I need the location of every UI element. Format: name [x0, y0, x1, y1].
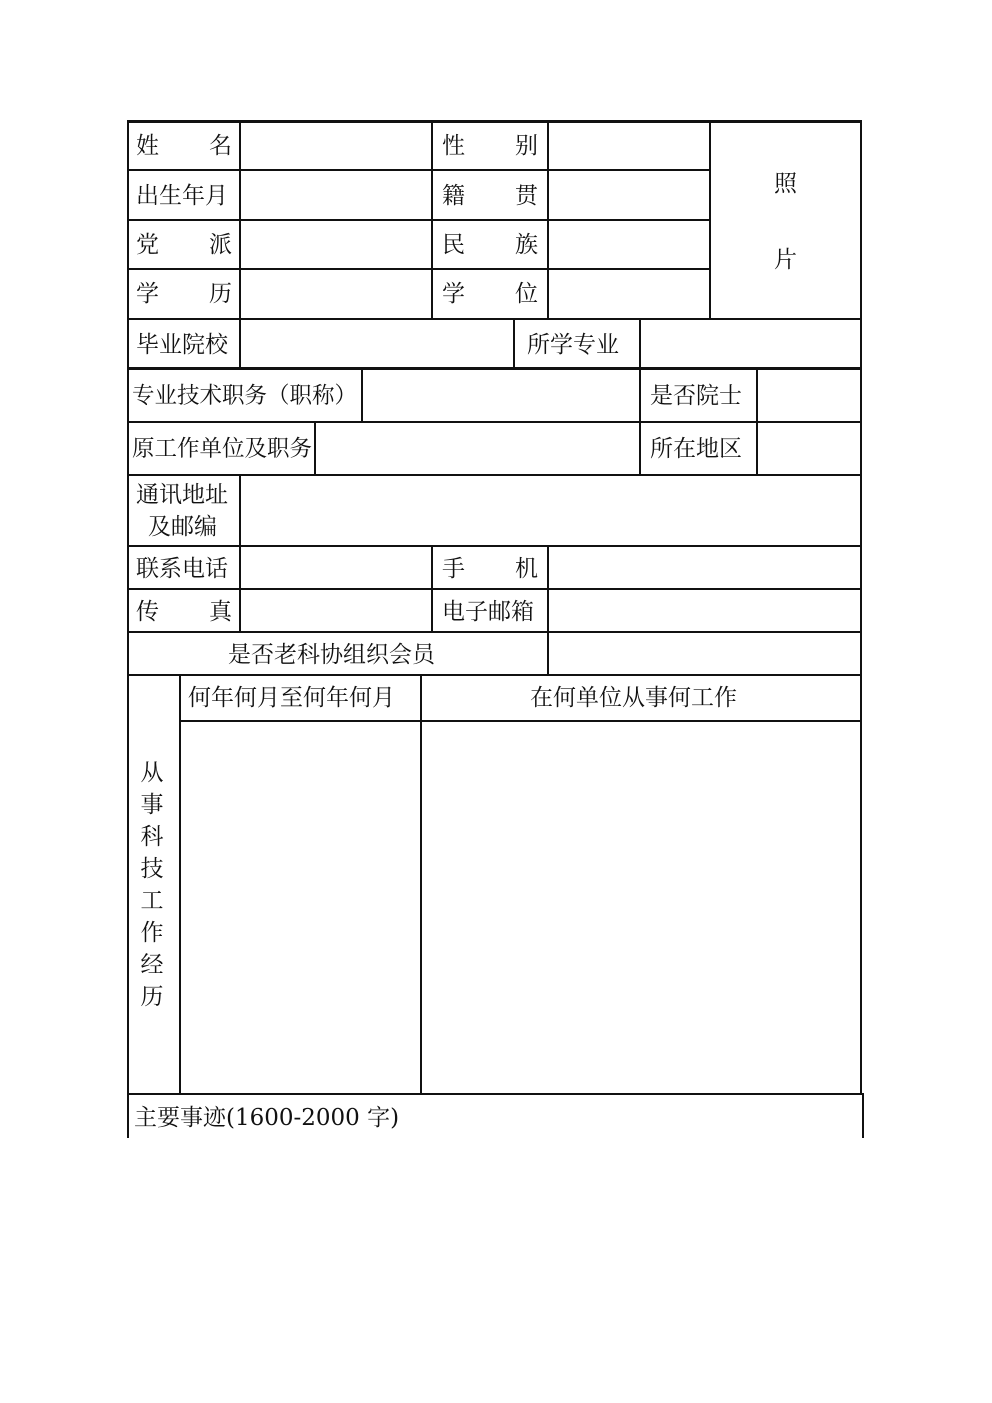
native-place-label-char-1: 籍 [442, 183, 465, 209]
degree-label [442, 279, 538, 309]
degree-field[interactable] [549, 270, 709, 318]
region-label: 所在地区 [650, 436, 742, 462]
experience-side-char-2: 事 [140, 792, 164, 818]
ethnicity-label-char-1: 民 [442, 232, 465, 258]
academician-label: 是否院士 [650, 383, 742, 409]
gender-label-char-2: 别 [515, 133, 538, 159]
academician-left-line [639, 367, 641, 476]
name-field[interactable] [241, 123, 431, 169]
title-label: 专业技术职务（职称） [132, 383, 358, 409]
mobile-label-char-1: 手 [442, 556, 465, 582]
row-line-11 [127, 674, 862, 676]
experience-side-char-7: 经 [140, 952, 164, 978]
form-border-right-lower [862, 1093, 864, 1138]
mobile-field[interactable] [549, 547, 860, 588]
name-label [136, 131, 232, 161]
name-label-char-1: 姓 [136, 133, 159, 159]
photo-area[interactable] [711, 123, 860, 318]
mobile-label [442, 554, 538, 584]
work-field[interactable] [422, 722, 860, 1093]
address-label-line-2: 及邮编 [148, 514, 217, 540]
title-field[interactable] [363, 370, 639, 421]
email-label: 电子邮箱 [442, 599, 534, 625]
major-field[interactable] [641, 320, 860, 367]
birth-field[interactable] [241, 171, 431, 219]
period-header: 何年何月至何年何月 [188, 685, 395, 711]
deeds-field[interactable] [129, 1095, 862, 1138]
photo-label-bottom: 片 [774, 247, 797, 273]
experience-side-char-4: 技 [140, 856, 164, 882]
degree-label-char-2: 位 [515, 281, 538, 307]
col-line-label-2 [431, 120, 433, 320]
mobile-label-line [431, 545, 433, 633]
experience-side-char-3: 科 [140, 824, 164, 850]
gender-label-char-1: 性 [442, 133, 465, 159]
experience-side-char-6: 作 [140, 920, 164, 946]
address-label-line-1: 通讯地址 [136, 482, 228, 508]
degree-label-char-1: 学 [442, 281, 465, 307]
region-field[interactable] [758, 423, 860, 474]
former-job-label: 原工作单位及职务 [132, 436, 313, 462]
fax-label [136, 597, 232, 627]
party-field[interactable] [241, 221, 431, 268]
school-label: 毕业院校 [136, 332, 228, 358]
party-label [136, 230, 232, 260]
period-field[interactable] [181, 722, 420, 1093]
phone-field[interactable] [241, 547, 431, 588]
school-field[interactable] [241, 320, 513, 367]
experience-side-char-8: 历 [140, 984, 164, 1010]
ethnicity-label [442, 230, 538, 260]
native-place-field[interactable] [549, 171, 709, 219]
native-place-label [442, 181, 538, 211]
party-label-char-1: 党 [136, 232, 159, 258]
fax-label-char-1: 传 [136, 599, 159, 625]
work-header: 在何单位从事何工作 [530, 685, 737, 711]
email-field[interactable] [549, 590, 860, 631]
party-label-char-2: 派 [209, 232, 232, 258]
education-label [136, 279, 232, 309]
education-label-char-2: 历 [209, 281, 232, 307]
ethnicity-field[interactable] [549, 221, 709, 268]
mobile-label-char-2: 机 [515, 556, 538, 582]
academician-field[interactable] [758, 370, 860, 421]
fax-label-char-2: 真 [209, 599, 232, 625]
education-label-char-1: 学 [136, 281, 159, 307]
phone-label: 联系电话 [136, 556, 228, 582]
gender-label [442, 131, 538, 161]
fax-field[interactable] [241, 590, 431, 631]
photo-label-top: 照 [774, 171, 797, 197]
name-label-char-2: 名 [209, 133, 232, 159]
birth-label: 出生年月 [136, 183, 228, 209]
experience-side-char-5: 工 [140, 888, 164, 914]
major-label: 所学专业 [527, 332, 619, 358]
deeds-label: 主要事迹(1600-2000 字) [134, 1105, 400, 1131]
ethnicity-label-char-2: 族 [515, 232, 538, 258]
former-job-field[interactable] [316, 423, 639, 474]
gender-field[interactable] [549, 123, 709, 169]
member-field[interactable] [549, 633, 860, 674]
form-border-left [127, 120, 129, 1138]
member-label: 是否老科协组织会员 [228, 642, 435, 668]
form-border-right [860, 120, 862, 1095]
experience-side-label [137, 757, 167, 1013]
major-left-line [513, 318, 515, 370]
address-field[interactable] [241, 476, 860, 545]
experience-side-char-1: 从 [140, 760, 164, 786]
native-place-label-char-2: 贯 [515, 183, 538, 209]
education-field[interactable] [241, 270, 431, 318]
